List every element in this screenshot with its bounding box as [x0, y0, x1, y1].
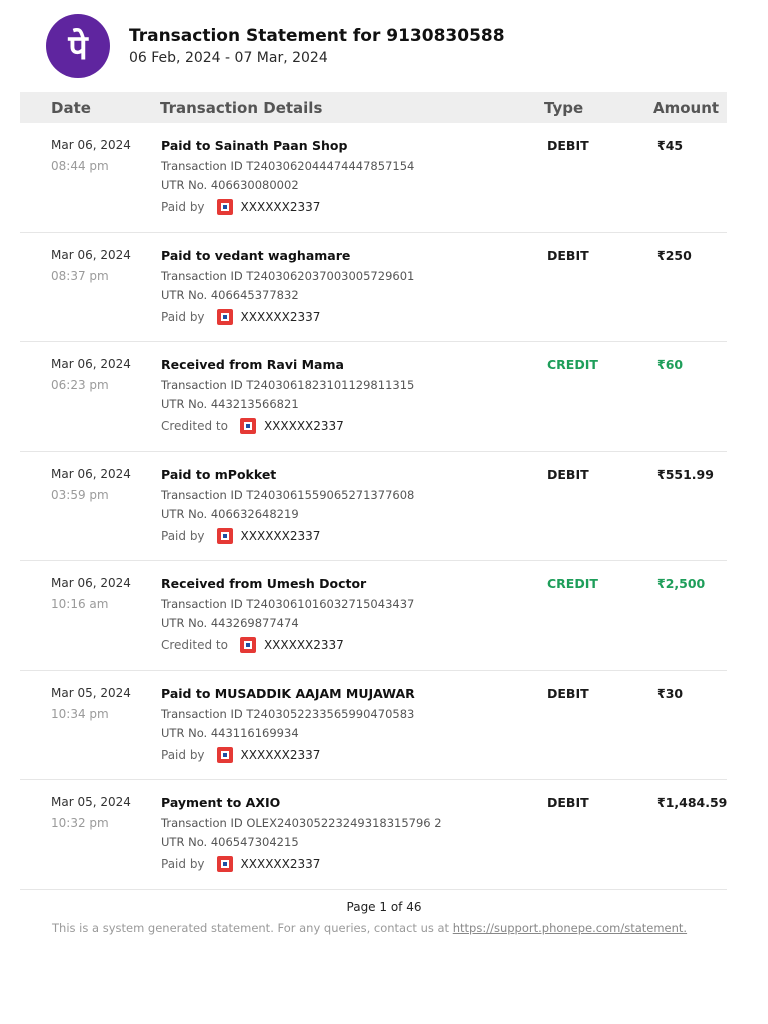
- bank-icon: [217, 856, 233, 872]
- support-link[interactable]: https://support.phonepe.com/statement.: [452, 921, 688, 935]
- txn-account-number: XXXXXX2337: [240, 747, 321, 762]
- txn-pay-label: Paid by: [161, 528, 205, 543]
- bank-icon: [217, 199, 233, 215]
- txn-utr: UTR No. 406630080002: [161, 178, 299, 192]
- table-header: [20, 92, 727, 123]
- txn-pay-label: Credited to: [161, 638, 228, 652]
- txn-pay-label: Paid by: [161, 857, 205, 871]
- txn-time: 08:37 pm: [51, 268, 109, 283]
- statement-title: Transaction Statement for 9130830588: [129, 26, 505, 46]
- bank-icon: [217, 309, 233, 325]
- txn-time: 10:16 am: [51, 597, 109, 611]
- statement-header: [46, 14, 746, 74]
- table-row: [20, 671, 727, 781]
- table-row: [20, 561, 727, 671]
- column-header-amount: Amount: [653, 99, 720, 117]
- txn-account-number: XXXXXX2337: [263, 419, 344, 433]
- txn-time: 06:23 pm: [51, 378, 109, 392]
- txn-time: 10:32 pm: [51, 816, 109, 830]
- txn-type: DEBIT: [547, 138, 589, 153]
- txn-time: 08:44 pm: [51, 159, 109, 173]
- txn-account-number: XXXXXX2337: [240, 528, 321, 543]
- txn-payment-account: [161, 637, 344, 653]
- txn-amount: ₹2,500: [657, 576, 706, 591]
- txn-date: Mar 06, 2024: [51, 247, 131, 262]
- txn-time: 10:34 pm: [51, 706, 109, 721]
- txn-account-number: XXXXXX2337: [240, 857, 321, 871]
- txn-date: Mar 06, 2024: [51, 466, 131, 481]
- txn-id: Transaction ID T2403062044474447857154: [161, 159, 415, 173]
- txn-amount: ₹1,484.59: [657, 795, 728, 810]
- table-row: [20, 780, 727, 890]
- txn-type: DEBIT: [547, 795, 589, 810]
- txn-amount: ₹551.99: [657, 466, 714, 482]
- txn-account-number: XXXXXX2337: [240, 309, 321, 324]
- txn-type: DEBIT: [547, 247, 589, 263]
- table-row: [20, 123, 727, 233]
- txn-account-number: XXXXXX2337: [263, 638, 344, 652]
- txn-id: Transaction ID T2403061016032715043437: [161, 597, 415, 611]
- bank-icon: [240, 418, 256, 434]
- txn-id: Transaction ID T2403061559065271377608: [161, 487, 415, 502]
- txn-utr: UTR No. 406645377832: [161, 287, 299, 302]
- bank-icon: [217, 528, 233, 544]
- txn-id: Transaction ID T2403052233565990470583: [161, 706, 415, 721]
- txn-pay-label: Paid by: [161, 747, 205, 762]
- txn-date: Mar 06, 2024: [51, 576, 131, 590]
- txn-payment-account: [161, 856, 320, 872]
- txn-date: Mar 05, 2024: [51, 685, 131, 700]
- table-row: [20, 233, 727, 343]
- txn-amount: ₹30: [657, 685, 684, 701]
- bank-icon: [240, 637, 256, 653]
- column-header-type: Type: [544, 99, 584, 117]
- txn-pay-label: Paid by: [161, 200, 205, 214]
- txn-id: Transaction ID T2403061823101129811315: [161, 378, 415, 392]
- table-row: [20, 342, 727, 452]
- txn-description: Payment to AXIO: [161, 795, 281, 810]
- txn-id: Transaction ID OLEX240305223249318315796 2: [161, 816, 442, 830]
- footer-note: [52, 921, 687, 935]
- txn-time: 03:59 pm: [51, 487, 109, 502]
- txn-date: Mar 06, 2024: [51, 138, 131, 152]
- table-row: [20, 452, 727, 562]
- txn-payment-account: [161, 418, 344, 434]
- txn-description: Paid to vedant waghamare: [161, 247, 351, 263]
- txn-type: DEBIT: [547, 466, 589, 482]
- txn-date: Mar 06, 2024: [51, 357, 131, 371]
- phonepe-logo: पे: [46, 14, 110, 78]
- txn-type: DEBIT: [547, 685, 589, 701]
- txn-pay-label: Paid by: [161, 309, 205, 324]
- txn-account-number: XXXXXX2337: [240, 200, 321, 214]
- txn-utr: UTR No. 443213566821: [161, 397, 299, 411]
- footer-text: This is a system generated statement. For any queries, contact us at: [52, 921, 453, 935]
- txn-payment-account: [161, 747, 320, 763]
- txn-amount: ₹45: [657, 138, 684, 153]
- transaction-list: [20, 123, 727, 890]
- txn-description: Paid to MUSADDIK AAJAM MUJAWAR: [161, 685, 415, 701]
- txn-type: CREDIT: [547, 357, 598, 372]
- txn-utr: UTR No. 443269877474: [161, 616, 299, 630]
- txn-pay-label: Credited to: [161, 419, 228, 433]
- txn-payment-account: [161, 528, 320, 544]
- txn-description: Received from Umesh Doctor: [161, 576, 367, 591]
- bank-icon: [217, 747, 233, 763]
- txn-utr: UTR No. 406632648219: [161, 506, 299, 521]
- txn-date: Mar 05, 2024: [51, 795, 131, 809]
- txn-amount: ₹250: [657, 247, 692, 263]
- txn-description: Paid to mPokket: [161, 466, 277, 482]
- txn-payment-account: [161, 309, 320, 325]
- column-header-date: Date: [51, 99, 91, 117]
- txn-description: Paid to Sainath Paan Shop: [161, 138, 348, 153]
- txn-id: Transaction ID T2403062037003005729601: [161, 268, 415, 283]
- column-header-details: Transaction Details: [160, 99, 323, 117]
- statement-date-range: 06 Feb, 2024 - 07 Mar, 2024: [129, 50, 328, 66]
- txn-utr: UTR No. 443116169934: [161, 725, 299, 740]
- txn-type: CREDIT: [547, 576, 598, 591]
- page-number: Page 1 of 46: [346, 900, 422, 914]
- txn-utr: UTR No. 406547304215: [161, 835, 299, 849]
- txn-amount: ₹60: [657, 357, 684, 372]
- txn-payment-account: [161, 199, 320, 215]
- txn-description: Received from Ravi Mama: [161, 357, 344, 372]
